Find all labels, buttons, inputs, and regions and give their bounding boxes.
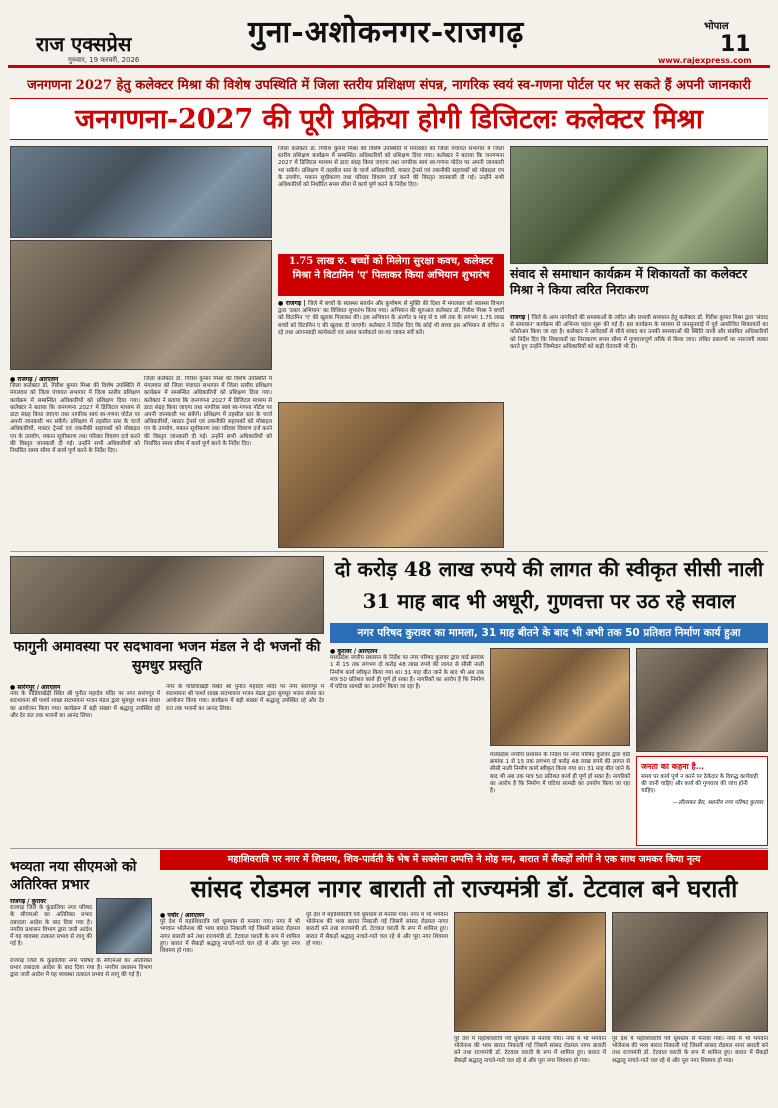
mp-body: पुरे देश में महाशिवरात्रि पर्व धूमधाम से मनाया गया। नगर में भी भगवान भोलेनाथ की भव्य बारात निकाली गई जिसमें सांसद रोडमल नागर बाराती बने तथा राज्यमंत्री डॉ. टेटवाल घराती के रूप में शामिल हुए। बारात में सैकड़ों श्रद्धालु नाचते-गाते चल रहे थे और पूरा नगर शिवमय हो गया। xyxy=(160,919,300,955)
vitamin-body-block xyxy=(278,300,504,398)
section-divider xyxy=(10,551,768,552)
procession-photo-1 xyxy=(454,912,606,1032)
training-photo-1 xyxy=(10,146,272,238)
bhajan-photo xyxy=(10,556,324,634)
sisi-headline: दो करोड़ 48 लाख रुपये की लागत की स्वीकृत सीसी नाली 31 माह बाद भी अधूरी, गुणवत्ता पर उठ रहे सवाल xyxy=(334,557,764,613)
top-story-col2 xyxy=(144,376,272,548)
mp-strip: महाशिवरात्रि पर नगर में शिवमय, शिव-पार्वती के भेष में सक्सेना दम्पत्ति ने मोह मन, बारात में सैंकड़ों लोगों ने एक साथ जमकर किया नृत्य xyxy=(160,850,768,870)
top-story-col3 xyxy=(278,146,504,250)
bhajan-byline: ● सारंगपुर / आरएलन xyxy=(10,684,61,691)
top-story-body: जिला कलेक्टर डॉ. गिरीश कुमार मिश्रा की विशेष उपस्थिति में मंगलवार को जिला पंचायत सभागार में जिला स्तरीय प्रशिक्षण कार्यक्रम में सम्बन्धित अधिकारियों को प्रशिक्षण दिया गया। कलेक्टर ने बताया कि जनगणना 2027 में डिजिटल माध्यम से डाटा संग्रह किया जाएगा तथा नागरिक स्वयं स्व-गणना पोर्टल पर अपनी जानकारी भर सकेंगे। प्रशिक्षण में तहसील स्तर के चार्ज अधिकारियों, मास्टर ट्रेनर्स एवं तकनीकी सहायकों को मोबाइल एप के उपयोग, मकान सूचीकरण तथा परिवार विवरण दर्ज करने की विस्तृत जानकारी दी गई। उन्होंने सभी अधिकारियों को निर्धारित समय सीमा में कार्य पूर्ण करने के निर्देश दिए। xyxy=(10,383,140,455)
top-byline: ● राजगढ़ / आरएलन xyxy=(10,376,59,383)
vitamin-byline: ● राजगढ़ | xyxy=(278,300,306,307)
vitamin-body: जिले में बच्चों के स्वास्थ्य संवर्धन और कुपोषण से मुक्ति की दिशा में मंगलवार को स्वास्थ्य विभाग द्वारा 'डबल अभियान' का विधिवत शुभारंभ किया गया। अभियान की शुरुआत कलेक्टर डॉ. गिरीश मिश्रा ने बच्चों को विटामिन 'ए' की खुराक पिलाकर की। इस अभियान के अंतर्गत 9 माह से 5 वर्ष तक के लगभग 1.75 लाख बच्चों को विटामिन ए की खुराक दी जाएगी। कलेक्टर ने निर्देश दिए कि कोई भी बच्चा इस अभियान से वंचित न रहे तथा आंगनवाड़ी कार्यकर्ता एवं आशा कार्यकर्ता घर-घर जाकर सर्वे करें। xyxy=(278,301,504,336)
drain-photo-1 xyxy=(490,648,630,746)
bhajan-body: नगर के पांडियाखेड़ी स्थित श्री पुनीत महादेव मंदिर पर नगर सारंगपुर में सदभावना श्री पार्श्व शाखा सदभावना भजन मंडल द्वारा सुमधुर भजन संध्या का आयोजन किया गया। कार्यक्रम में बड़ी संख्या में श्रद्धालु उपस्थित रहे और देर रात तक भजनों का आनंद लिया। xyxy=(10,691,160,719)
edition-label: भोपाल xyxy=(704,21,729,32)
website-link[interactable]: www.rajexpress.com xyxy=(658,56,752,65)
sisi-body: मध्यप्रदेश नगरीय प्रशासन के निर्देश पर नगर परिषद कुरावर द्वारा वार्ड क्रमांक 1 से 15 तक लगभग दो करोड़ 48 लाख रुपये की लागत से सीसी नाली निर्माण कार्य स्वीकृत किया गया था। 31 माह बीत जाने के बाद भी अब तक मात्र 50 प्रतिशत कार्य ही पूर्ण हो सका है। नागरिकों का आरोप है कि निर्माण में घटिया सामग्री का उपयोग किया जा रहा है। xyxy=(330,655,484,691)
side-body: राजगढ़ जिले के कुंडालिया नगर परिषद के सीएमओ का अतिरिक्त प्रभार तबादला आदेश के बाद दिया गया है। नगरीय प्रशासन विभाग द्वारा जारी आदेश में यह व्यवस्था तत्काल प्रभाव से लागू की गई है। xyxy=(10,905,92,948)
vitamin-photo xyxy=(278,402,504,548)
quote-title: जनता का कहना है... xyxy=(641,761,705,771)
issue-date: गुरुवार, 19 फरवरी, 2026 xyxy=(68,56,140,64)
mp-body-col1 xyxy=(160,912,300,1102)
bhajan-headline: फागुनी अमावस्या पर सदभावना भजन मंडल ने दी भजनों की सुमधुर प्रस्तुति xyxy=(13,639,321,674)
samvad-body-block xyxy=(510,314,768,548)
mp-body-cont2: पुरे देश में महाशिवरात्रि पर्व धूमधाम से मनाया गया। नगर में भी भगवान भोलेनाथ की भव्य बारात निकाली गई जिसमें सांसद रोडमल नागर बाराती बने तथा राज्यमंत्री डॉ. टेटवाल घराती के रूप में शामिल हुए। बारात में सैकड़ों श्रद्धालु नाचते-गाते चल रहे थे और पूरा नगर शिवमय हो गया। xyxy=(454,1036,606,1064)
page-number: 11 xyxy=(720,32,751,57)
side-headline: भव्यता नया सीएमओ को अतिरिक्त प्रभार xyxy=(10,859,137,893)
sisi-body-col1 xyxy=(330,648,484,846)
page-title: गुना-अशोकनगर-राजगढ़ xyxy=(248,15,525,50)
bhajan-body-col2 xyxy=(166,684,324,844)
samvad-byline: राजगढ़ | xyxy=(510,314,530,321)
samvad-headline: संवाद से समाधान कार्यक्रम में शिकायतों का कलेक्टर मिश्रा ने किया त्वरित निराकरण xyxy=(510,266,748,297)
masthead xyxy=(8,6,770,68)
brand-logo: राज एक्सप्रेस xyxy=(36,32,132,56)
drain-photo-2 xyxy=(636,648,768,752)
mp-byline: ● पचोर / आरएलन xyxy=(160,912,205,919)
top-story-body-cont2: जिला कलेक्टर डॉ. गिरीश कुमार मिश्रा की विशेष उपस्थिति में मंगलवार को जिला पंचायत सभागार में जिला स्तरीय प्रशिक्षण कार्यक्रम में सम्बन्धित अधिकारियों को प्रशिक्षण दिया गया। कलेक्टर ने बताया कि जनगणना 2027 में डिजिटल माध्यम से डाटा संग्रह किया जाएगा तथा नागरिक स्वयं स्व-गणना पोर्टल पर अपनी जानकारी भर सकेंगे। प्रशिक्षण में तहसील स्तर के चार्ज अधिकारियों, मास्टर ट्रेनर्स एवं तकनीकी सहायकों को मोबाइल एप के उपयोग, मकान सूचीकरण तथा परिवार विवरण दर्ज करने की विस्तृत जानकारी दी गई। उन्होंने सभी अधिकारियों को निर्धारित समय सीमा में कार्य पूर्ण करने के निर्देश दिए। xyxy=(278,146,504,189)
section-divider-2 xyxy=(10,848,768,849)
training-photo-2 xyxy=(10,240,272,370)
quote-attribution: —लीलाकर बैरा, स्थानीय नगर परिषद कुरावर xyxy=(672,799,763,806)
mp-headline: सांसद रोडमल नागर बाराती तो राज्यमंत्री डॉ. टेटवाल बने घराती xyxy=(190,874,738,903)
side-portrait xyxy=(96,898,152,954)
mp-body-cont3: पुरे देश में महाशिवरात्रि पर्व धूमधाम से मनाया गया। नगर में भी भगवान भोलेनाथ की भव्य बारात निकाली गई जिसमें सांसद रोडमल नागर बाराती बने तथा राज्यमंत्री डॉ. टेटवाल घराती के रूप में शामिल हुए। बारात में सैकड़ों श्रद्धालु नाचते-गाते चल रहे थे और पूरा नगर शिवमय हो गया। xyxy=(612,1036,768,1064)
side-body-bottom xyxy=(10,958,152,1102)
side-body-top xyxy=(10,898,92,954)
side-byline: राजगढ़ / कुरावर xyxy=(10,898,46,905)
samvad-body: जिले के आम नागरिकों की समस्याओं के त्वरित और प्रभावी समाधान हेतु कलेक्टर डॉ. गिरीश कुमार मिश्रा द्वारा 'संवाद से समाधान' कार्यक्रम की अभिनव पहल शुरू की गई है। इस कार्यक्रम के माध्यम से जनसुनवाई में पूर्व आयोजित शिकायतों का फॉलोअप किया जा रहा है। कलेक्टर ने आवेदकों से सीधे संवाद कर उनकी समस्याओं की स्थिति जानी और संबंधित अधिकारियों को निर्देश दिए कि शिकायतों का निराकरण समय सीमा में गुणवत्तापूर्ण तरीके से किया जाए। लंबित प्रकरणों पर नाराजगी व्यक्त करते हुए उन्होंने जिम्मेदार अधिकारियों को कड़ी चेतावनी भी दी। xyxy=(510,315,768,350)
sisi-byline: ● कुरावर / आरएलन xyxy=(330,648,378,655)
top-kicker: जनगणना 2027 हेतु कलेक्टर मिश्रा की विशेष उपस्थिति में जिला स्तरीय प्रशिक्षण संपन्न, नागरिक स्वयं स्व-गणना पोर्टल पर भर सकते हैं अपनी जानकारी xyxy=(27,78,751,93)
sisi-strap: नगर परिषद कुरावर का मामला, 31 माह बीतने के बाद भी अभी तक 50 प्रतिशत निर्माण कार्य हुआ xyxy=(330,623,768,643)
bhajan-body-cont: नगर के पांडियाखेड़ी स्थित श्री पुनीत महादेव मंदिर पर नगर सारंगपुर में सदभावना श्री पार्श्व शाखा सदभावना भजन मंडल द्वारा सुमधुर भजन संध्या का आयोजन किया गया। कार्यक्रम में बड़ी संख्या में श्रद्धालु उपस्थित रहे और देर रात तक भजनों का आनंद लिया। xyxy=(166,684,324,712)
samvad-photo xyxy=(510,146,768,264)
sisi-body-col2 xyxy=(490,752,630,846)
procession-photo-2 xyxy=(612,912,768,1032)
mp-body-col2 xyxy=(306,912,448,1102)
bhajan-body-col1 xyxy=(10,684,160,844)
top-story-body-cont: जिला कलेक्टर डॉ. गिरीश कुमार मिश्रा की विशेष उपस्थिति में मंगलवार को जिला पंचायत सभागार में जिला स्तरीय प्रशिक्षण कार्यक्रम में सम्बन्धित अधिकारियों को प्रशिक्षण दिया गया। कलेक्टर ने बताया कि जनगणना 2027 में डिजिटल माध्यम से डाटा संग्रह किया जाएगा तथा नागरिक स्वयं स्व-गणना पोर्टल पर अपनी जानकारी भर सकेंगे। प्रशिक्षण में तहसील स्तर के चार्ज अधिकारियों, मास्टर ट्रेनर्स एवं तकनीकी सहायकों को मोबाइल एप के उपयोग, मकान सूचीकरण तथा परिवार विवरण दर्ज करने की विस्तृत जानकारी दी गई। उन्होंने सभी अधिकारियों को निर्धारित समय सीमा में कार्य पूर्ण करने के निर्देश दिए। xyxy=(144,376,272,447)
side-body-cont: राजगढ़ जिले के कुंडालिया नगर परिषद के सीएमओ का अतिरिक्त प्रभार तबादला आदेश के बाद दिया गया है। नगरीय प्रशासन विभाग द्वारा जारी आदेश में यह व्यवस्था तत्काल प्रभाव से लागू की गई है। xyxy=(10,958,152,979)
quote-box xyxy=(636,756,768,846)
top-headline: जनगणना-2027 की पूरी प्रक्रिया होगी डिजिटलः कलेक्टर मिश्रा xyxy=(10,98,768,140)
top-story-col1 xyxy=(10,376,140,548)
vitamin-headline: 1.75 लाख रु. बच्चों को मिलेगा सुरक्षा कवच, कलेक्टर मिश्रा ने विटामिन 'ए' पिलाकर किया अभियान शुभारंभ xyxy=(278,254,504,296)
quote-body: समय पर कार्य पूर्ण न करने पर ठेकेदार के विरुद्ध कार्यवाही की जानी चाहिए और कार्य की गुणवत्ता की जांच होनी चाहिए। xyxy=(641,774,758,795)
mp-body-col3 xyxy=(454,1036,606,1102)
mp-body-cont: पुरे देश में महाशिवरात्रि पर्व धूमधाम से मनाया गया। नगर में भी भगवान भोलेनाथ की भव्य बारात निकाली गई जिसमें सांसद रोडमल नागर बाराती बने तथा राज्यमंत्री डॉ. टेटवाल घराती के रूप में शामिल हुए। बारात में सैकड़ों श्रद्धालु नाचते-गाते चल रहे थे और पूरा नगर शिवमय हो गया। xyxy=(306,912,448,947)
mp-body-col4 xyxy=(612,1036,768,1102)
sisi-body-cont: मध्यप्रदेश नगरीय प्रशासन के निर्देश पर नगर परिषद कुरावर द्वारा वार्ड क्रमांक 1 से 15 तक लगभग दो करोड़ 48 लाख रुपये की लागत से सीसी नाली निर्माण कार्य स्वीकृत किया गया था। 31 माह बीत जाने के बाद भी अब तक मात्र 50 प्रतिशत कार्य ही पूर्ण हो सका है। नागरिकों का आरोप है कि निर्माण में घटिया सामग्री का उपयोग किया जा रहा है। xyxy=(490,752,630,795)
